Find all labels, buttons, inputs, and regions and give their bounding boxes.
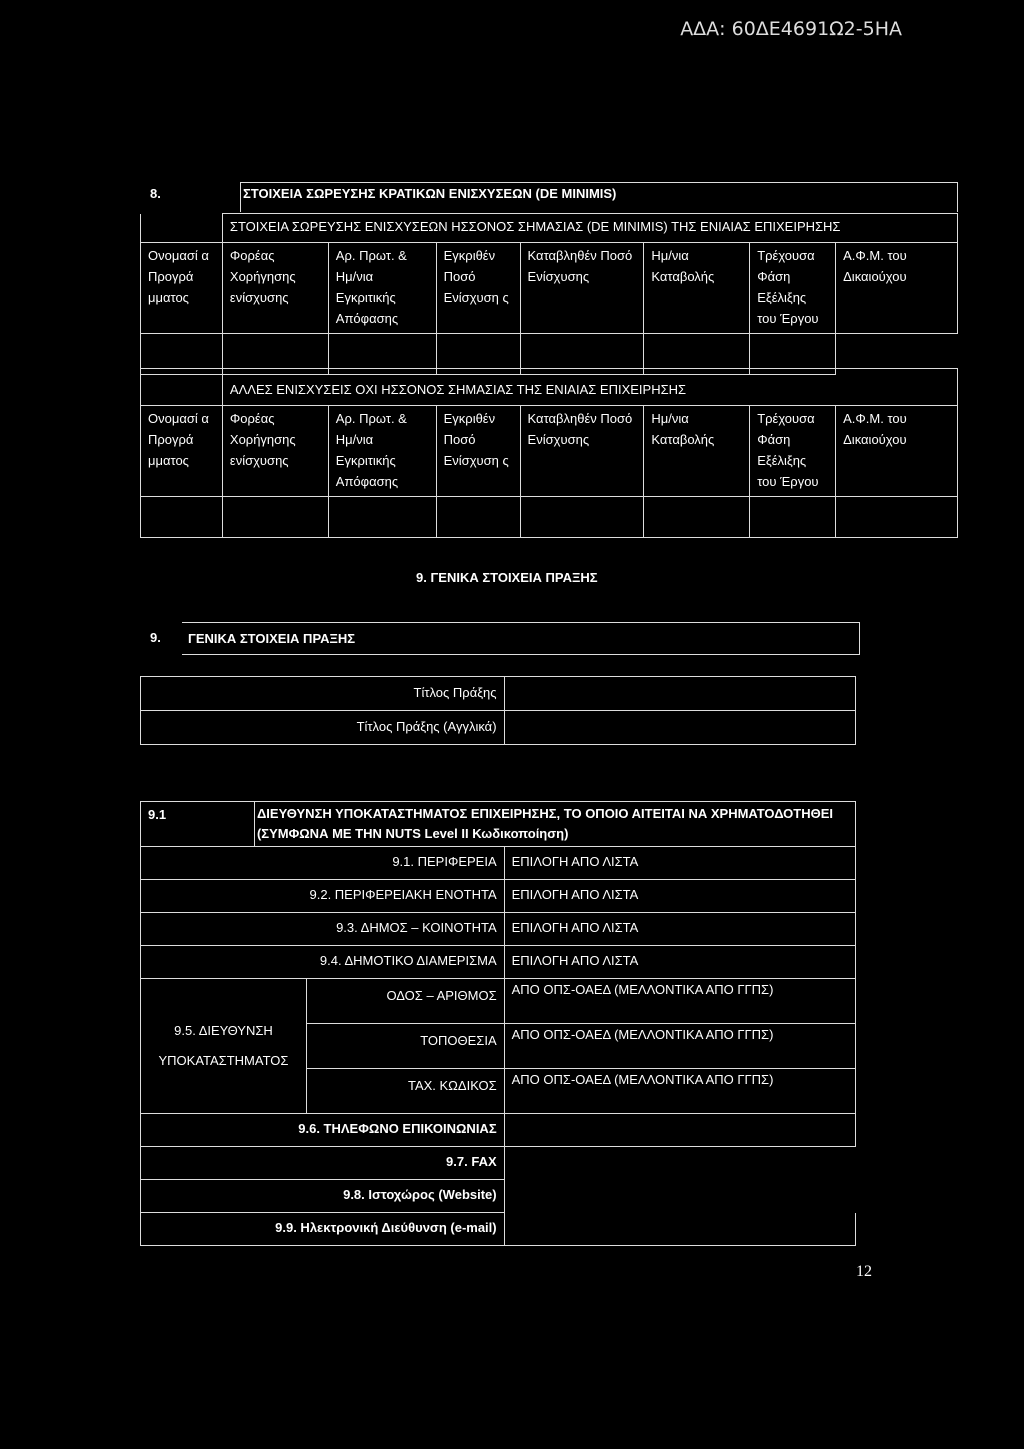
col-program: Ονομασί α Προγρά μματος: [141, 406, 223, 497]
cell-input[interactable]: [644, 497, 750, 538]
col-grantor: Φορέας Χορήγησης ενίσχυσης: [222, 243, 328, 334]
email-input[interactable]: [504, 1213, 855, 1246]
district-select[interactable]: ΕΠΙΛΟΓΗ ΑΠΟ ΛΙΣΤΑ: [504, 946, 855, 979]
section91-number: 9.1: [141, 802, 255, 847]
title-table: [140, 676, 856, 745]
ada-code: ΑΔΑ: 60ΔΕ4691Ω2-5ΗΑ: [680, 18, 902, 40]
section9-title-box: [182, 622, 860, 655]
title-label: Τίτλος Πράξης: [141, 677, 505, 711]
col-phase: Τρέχουσα Φάση Εξέλιξης του Έργου: [750, 406, 836, 497]
title-en-label: Τίτλος Πράξης (Αγγλικά): [141, 711, 505, 745]
page-number: 12: [856, 1263, 872, 1280]
other-aid-table: [140, 368, 958, 538]
website-input[interactable]: [504, 1180, 855, 1213]
cell-input[interactable]: [222, 497, 328, 538]
email-label: 9.9. Ηλεκτρονική Διεύθυνση (e-mail): [141, 1213, 505, 1246]
street-label: ΟΔΟΣ – ΑΡΙΘΜΟΣ: [306, 979, 504, 1024]
region-select[interactable]: ΕΠΙΛΟΓΗ ΑΠΟ ΛΙΣΤΑ: [504, 847, 855, 880]
section8-title-box: [240, 182, 958, 212]
cell-input[interactable]: [328, 497, 436, 538]
col-phase: Τρέχουσα Φάση Εξέλιξης του Έργου: [750, 243, 836, 334]
section91-title: ΔΙΕΥΘΥΝΣΗ ΥΠΟΚΑΤΑΣΤΗΜΑΤΟΣ ΕΠΙΧΕΙΡΗΣΗΣ, ΤΟ ΟΠΟΙΟ ΑΙΤΕΙΤΑΙ ΝΑ ΧΡΗΜΑΤΟΔΟΤΗΘΕΙ (ΣΥΜΦΩΝΑ ΜΕ ΤΗΝ NUTS Level II Κωδικοποίηση): [254, 802, 855, 847]
street-value: ΑΠΟ ΟΠΣ-ΟΑΕΔ (ΜΕΛΛΟΝΤΙΚΑ ΑΠΟ ΓΓΠΣ): [504, 979, 855, 1024]
col-afm: Α.Φ.Μ. του Δικαιούχου: [836, 406, 958, 497]
section8-title: ΣΤΟΙΧΕΙΑ ΣΩΡΕΥΣΗΣ ΚΡΑΤΙΚΩΝ ΕΝΙΣΧΥΣΕΩΝ (DE MINIMIS): [243, 186, 617, 201]
cell-input[interactable]: [750, 497, 836, 538]
deminimis-subtitle: ΣΤΟΙΧΕΙΑ ΣΩΡΕΥΣΗΣ ΕΝΙΣΧΥΣΕΩΝ ΗΣΣΟΝΟΣ ΣΗΜΑΣΙΑΣ (DE MINIMIS) ΤΗΣ ΕΝΙΑΙΑΣ ΕΠΙΧΕΙΡΗΣΗΣ: [222, 214, 957, 243]
branch-address-label: [141, 979, 307, 1114]
phone-label: 9.6. ΤΗΛΕΦΩΝΟ ΕΠΙΚΟΙΝΩΝΙΑΣ: [141, 1114, 505, 1147]
regional-unit-select[interactable]: ΕΠΙΛΟΓΗ ΑΠΟ ΛΙΣΤΑ: [504, 880, 855, 913]
region-label: 9.1. ΠΕΡΙΦΕΡΕΙΑ: [141, 847, 505, 880]
fax-label: 9.7. FAX: [141, 1147, 505, 1180]
col-approved: Εγκριθέν Ποσό Ενίσχυση ς: [436, 406, 520, 497]
col-paydate: Ημ/νια Καταβολής: [644, 243, 750, 334]
cell-input[interactable]: [836, 497, 958, 538]
fax-input[interactable]: [504, 1147, 855, 1180]
postcode-value: ΑΠΟ ΟΠΣ-ΟΑΕΔ (ΜΕΛΛΟΝΤΙΚΑ ΑΠΟ ΓΓΠΣ): [504, 1069, 855, 1114]
col-paydate: Ημ/νια Καταβολής: [644, 406, 750, 497]
title-input[interactable]: [504, 677, 855, 711]
cell-input[interactable]: [436, 497, 520, 538]
branch-address-label-line1: 9.5. ΔΙΕΥΘΥΝΣΗ: [174, 1023, 273, 1038]
col-grantor: Φορέας Χορήγησης ενίσχυσης: [222, 406, 328, 497]
section9-title: ΓΕΝΙΚΑ ΣΤΟΙΧΕΙΑ ΠΡΑΞΗΣ: [188, 631, 356, 646]
section8-number: 8.: [150, 186, 161, 201]
phone-input[interactable]: [504, 1114, 855, 1147]
col-program: Ονομασί α Προγρά μματος: [141, 243, 223, 334]
municipality-label: 9.3. ΔΗΜΟΣ – ΚΟΙΝΟΤΗΤΑ: [141, 913, 505, 946]
other-aid-subtitle: ΑΛΛΕΣ ΕΝΙΣΧΥΣΕΙΣ ΟΧΙ ΗΣΣΟΝΟΣ ΣΗΜΑΣΙΑΣ ΤΗΣ ΕΝΙΑΙΑΣ ΕΠΙΧΕΙΡΗΣΗΣ: [222, 369, 957, 406]
branch-table: [140, 801, 856, 1246]
regional-unit-label: 9.2. ΠΕΡΙΦΕΡΕΙΑΚΗ ΕΝΟΤΗΤΑ: [141, 880, 505, 913]
col-approved: Εγκριθέν Ποσό Ενίσχυση ς: [436, 243, 520, 334]
municipality-select[interactable]: ΕΠΙΛΟΓΗ ΑΠΟ ΛΙΣΤΑ: [504, 913, 855, 946]
col-afm: Α.Φ.Μ. του Δικαιούχου: [836, 243, 958, 334]
location-label: ΤΟΠΟΘΕΣΙΑ: [306, 1024, 504, 1069]
cell-input[interactable]: [141, 497, 223, 538]
cell-input[interactable]: [520, 497, 644, 538]
deminimis-table: [140, 213, 958, 375]
website-label: 9.8. Ιστοχώρος (Website): [141, 1180, 505, 1213]
postcode-label: ΤΑΧ. ΚΩΔΙΚΟΣ: [306, 1069, 504, 1114]
district-label: 9.4. ΔΗΜΟΤΙΚΟ ΔΙΑΜΕΡΙΣΜΑ: [141, 946, 505, 979]
col-decision: Αρ. Πρωτ. & Ημ/νια Εγκριτικής Απόφασης: [328, 406, 436, 497]
col-decision: Αρ. Πρωτ. & Ημ/νια Εγκριτικής Απόφασης: [328, 243, 436, 334]
location-value: ΑΠΟ ΟΠΣ-ΟΑΕΔ (ΜΕΛΛΟΝΤΙΚΑ ΑΠΟ ΓΓΠΣ): [504, 1024, 855, 1069]
section9-center-heading: 9. ΓΕΝΙΚΑ ΣΤΟΙΧΕΙΑ ΠΡΑΞΗΣ: [416, 570, 598, 585]
section9-number: 9.: [150, 630, 161, 645]
col-paid: Καταβληθέν Ποσό Ενίσχυσης: [520, 406, 644, 497]
branch-address-label-line2: ΥΠΟΚΑΤΑΣΤΗΜΑΤΟΣ: [158, 1053, 289, 1068]
title-en-input[interactable]: [504, 711, 855, 745]
col-paid: Καταβληθέν Ποσό Ενίσχυσης: [520, 243, 644, 334]
